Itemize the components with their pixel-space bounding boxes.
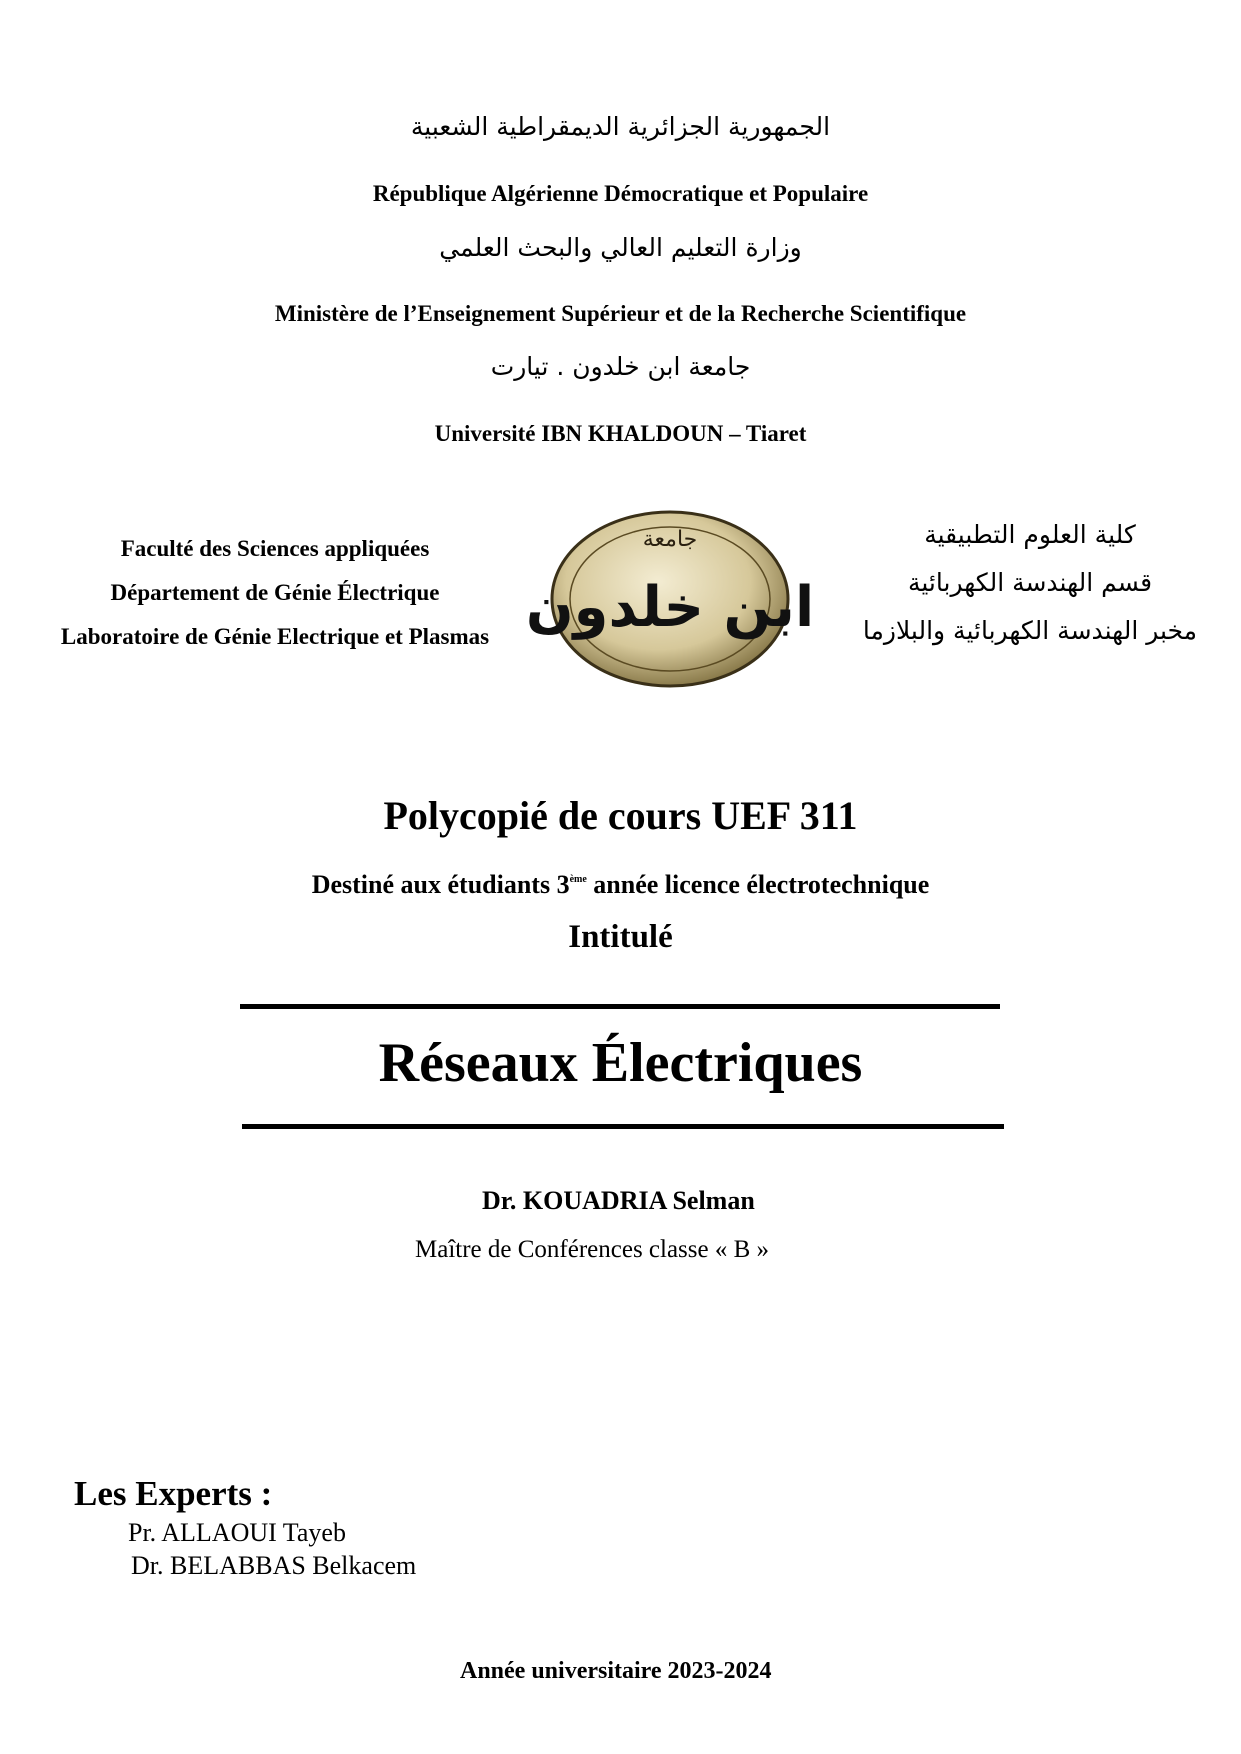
department-french: Département de Génie Électrique <box>110 580 440 605</box>
affiliation-french <box>30 535 520 667</box>
target-audience: Destiné aux étudiants 3ème année licence électrotechnique <box>311 870 930 899</box>
course-code-title: Polycopié de cours UEF 311 <box>383 793 858 838</box>
university-seal-logo <box>525 508 815 690</box>
intitule-label: Intitulé <box>568 919 673 955</box>
republic-arabic: الجمهورية الجزائرية الديمقراطية الشعبية <box>410 112 831 141</box>
title-bottom-rule <box>242 1124 1004 1129</box>
ministry-french: Ministère de l’Enseignement Supérieur et de la Recherche Scientifique <box>274 301 967 326</box>
academic-year: Année universitaire 2023-2024 <box>460 1658 772 1684</box>
experts-heading: Les Experts : <box>74 1474 273 1513</box>
svg-text:جامعة: جامعة <box>642 527 698 552</box>
author-name: Dr. KOUADRIA Selman <box>482 1186 755 1215</box>
university-french: Université IBN KHALDOUN – Tiaret <box>434 421 807 446</box>
author-rank: Maître de Conférences classe « B » <box>415 1236 770 1263</box>
expert-member: Dr. BELABBAS Belkacem <box>131 1551 417 1580</box>
laboratory-french: Laboratoire de Génie Electrique et Plasmas <box>60 624 490 649</box>
department-arabic: قسم الهندسة الكهربائية <box>907 568 1153 597</box>
university-arabic: جامعة ابن خلدون . تيارت <box>490 352 751 381</box>
affiliation-arabic <box>840 520 1220 664</box>
title-top-rule <box>240 1004 1000 1009</box>
republic-french: République Algérienne Démocratique et Populaire <box>372 181 869 206</box>
faculty-arabic: كلية العلوم التطبيقية <box>924 520 1136 549</box>
document-title: Réseaux Électriques <box>378 1032 863 1094</box>
ministry-arabic: وزارة التعليم العالي والبحث العلمي <box>439 233 802 262</box>
laboratory-arabic: مخبر الهندسة الكهربائية والبلازما <box>862 616 1198 645</box>
expert-member: Pr. ALLAOUI Tayeb <box>128 1518 346 1547</box>
faculty-french: Faculté des Sciences appliquées <box>120 536 430 561</box>
svg-text:ابن خلدون: ابن خلدون <box>525 575 815 640</box>
